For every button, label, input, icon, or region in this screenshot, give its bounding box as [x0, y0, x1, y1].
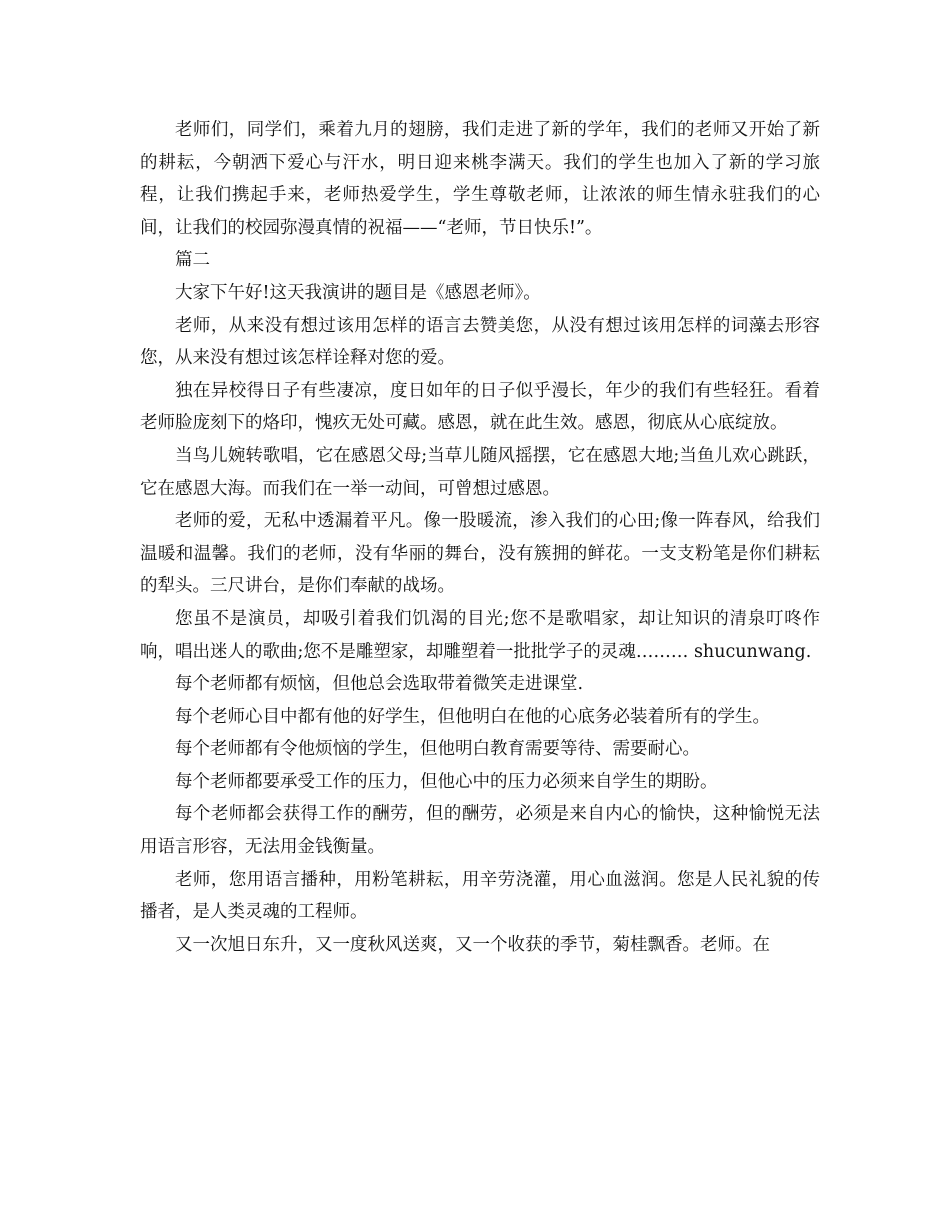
paragraph: 每个老师都要承受工作的压力，但他心中的压力必须来自学生的期盼。 — [175, 771, 718, 792]
paragraph-intro-closing: 老师们，同学们，乘着九月的翅膀，我们走进了新的学年，我们的老师又开始了新的耕耘，今朝洒下爱心与汗水，明日迎来桃李满天。我们的学生也加入了新的学习旅程，让我们携起手来，老师热爱学生，学生尊敬老师，让浓浓的师生情永驻我们的心间，让我们的校园弥漫真情的祝福——“老师，节日快乐!”。 — [140, 120, 820, 238]
paragraph: 当鸟儿婉转歌唱，它在感恩父母;当草儿随风摇摆，它在感恩大地;当鱼儿欢心跳跃，它在感恩大海。而我们在一举一动间，可曾想过感恩。 — [140, 445, 820, 499]
paragraph: 每个老师都有烦恼，但他总会选取带着微笑走进课堂. — [175, 674, 584, 695]
paragraph: 独在异校得日子有些凄凉，度日如年的日子似乎漫长，年少的我们有些轻狂。看着老师脸庞刻下的烙印，愧疚无处可藏。感恩，就在此生效。感恩，彻底从心底绽放。 — [140, 380, 820, 434]
paragraph-greeting: 大家下午好!这天我演讲的题目是《感恩老师》。 — [175, 282, 541, 303]
section-heading: 篇二 — [175, 250, 210, 271]
paragraph: 每个老师都会获得工作的酬劳，但的酬劳，必须是来自内心的愉快，这种愉悦无法用语言形容，无法用金钱衡量。 — [140, 804, 820, 858]
paragraph: 老师，从来没有想过该用怎样的语言去赞美您，从没有想过该用怎样的词藻去形容您，从来没有想过该怎样诠释对您的爱。 — [140, 315, 820, 369]
document-page — [140, 114, 820, 961]
paragraph: 老师的爱，无私中透漏着平凡。像一股暖流，渗入我们的心田;像一阵春风，给我们温暖和温馨。我们的老师，没有华丽的舞台，没有簇拥的鲜花。一支支粉笔是你们耕耘的犁头。三尺讲台，是你们奉献的战场。 — [140, 511, 820, 597]
paragraph: 您虽不是演员，却吸引着我们饥渴的目光;您不是歌唱家，却让知识的清泉叮咚作响，唱出迷人的歌曲;您不是雕塑家，却雕塑着一批批学子的灵魂……… shucunwang. — [140, 608, 820, 662]
paragraph: 老师，您用语言播种，用粉笔耕耘，用辛劳浇灌，用心血滋润。您是人民礼貌的传播者，是人类灵魂的工程师。 — [140, 869, 820, 923]
paragraph: 每个老师心目中都有他的好学生，但他明白在他的心底务必装着所有的学生。 — [175, 706, 770, 727]
paragraph: 每个老师都有令他烦恼的学生，但他明白教育需要等待、需要耐心。 — [175, 739, 700, 760]
paragraph: 又一次旭日东升，又一度秋风送爽，又一个收获的季节，菊桂飘香。老师。在 — [175, 934, 770, 955]
